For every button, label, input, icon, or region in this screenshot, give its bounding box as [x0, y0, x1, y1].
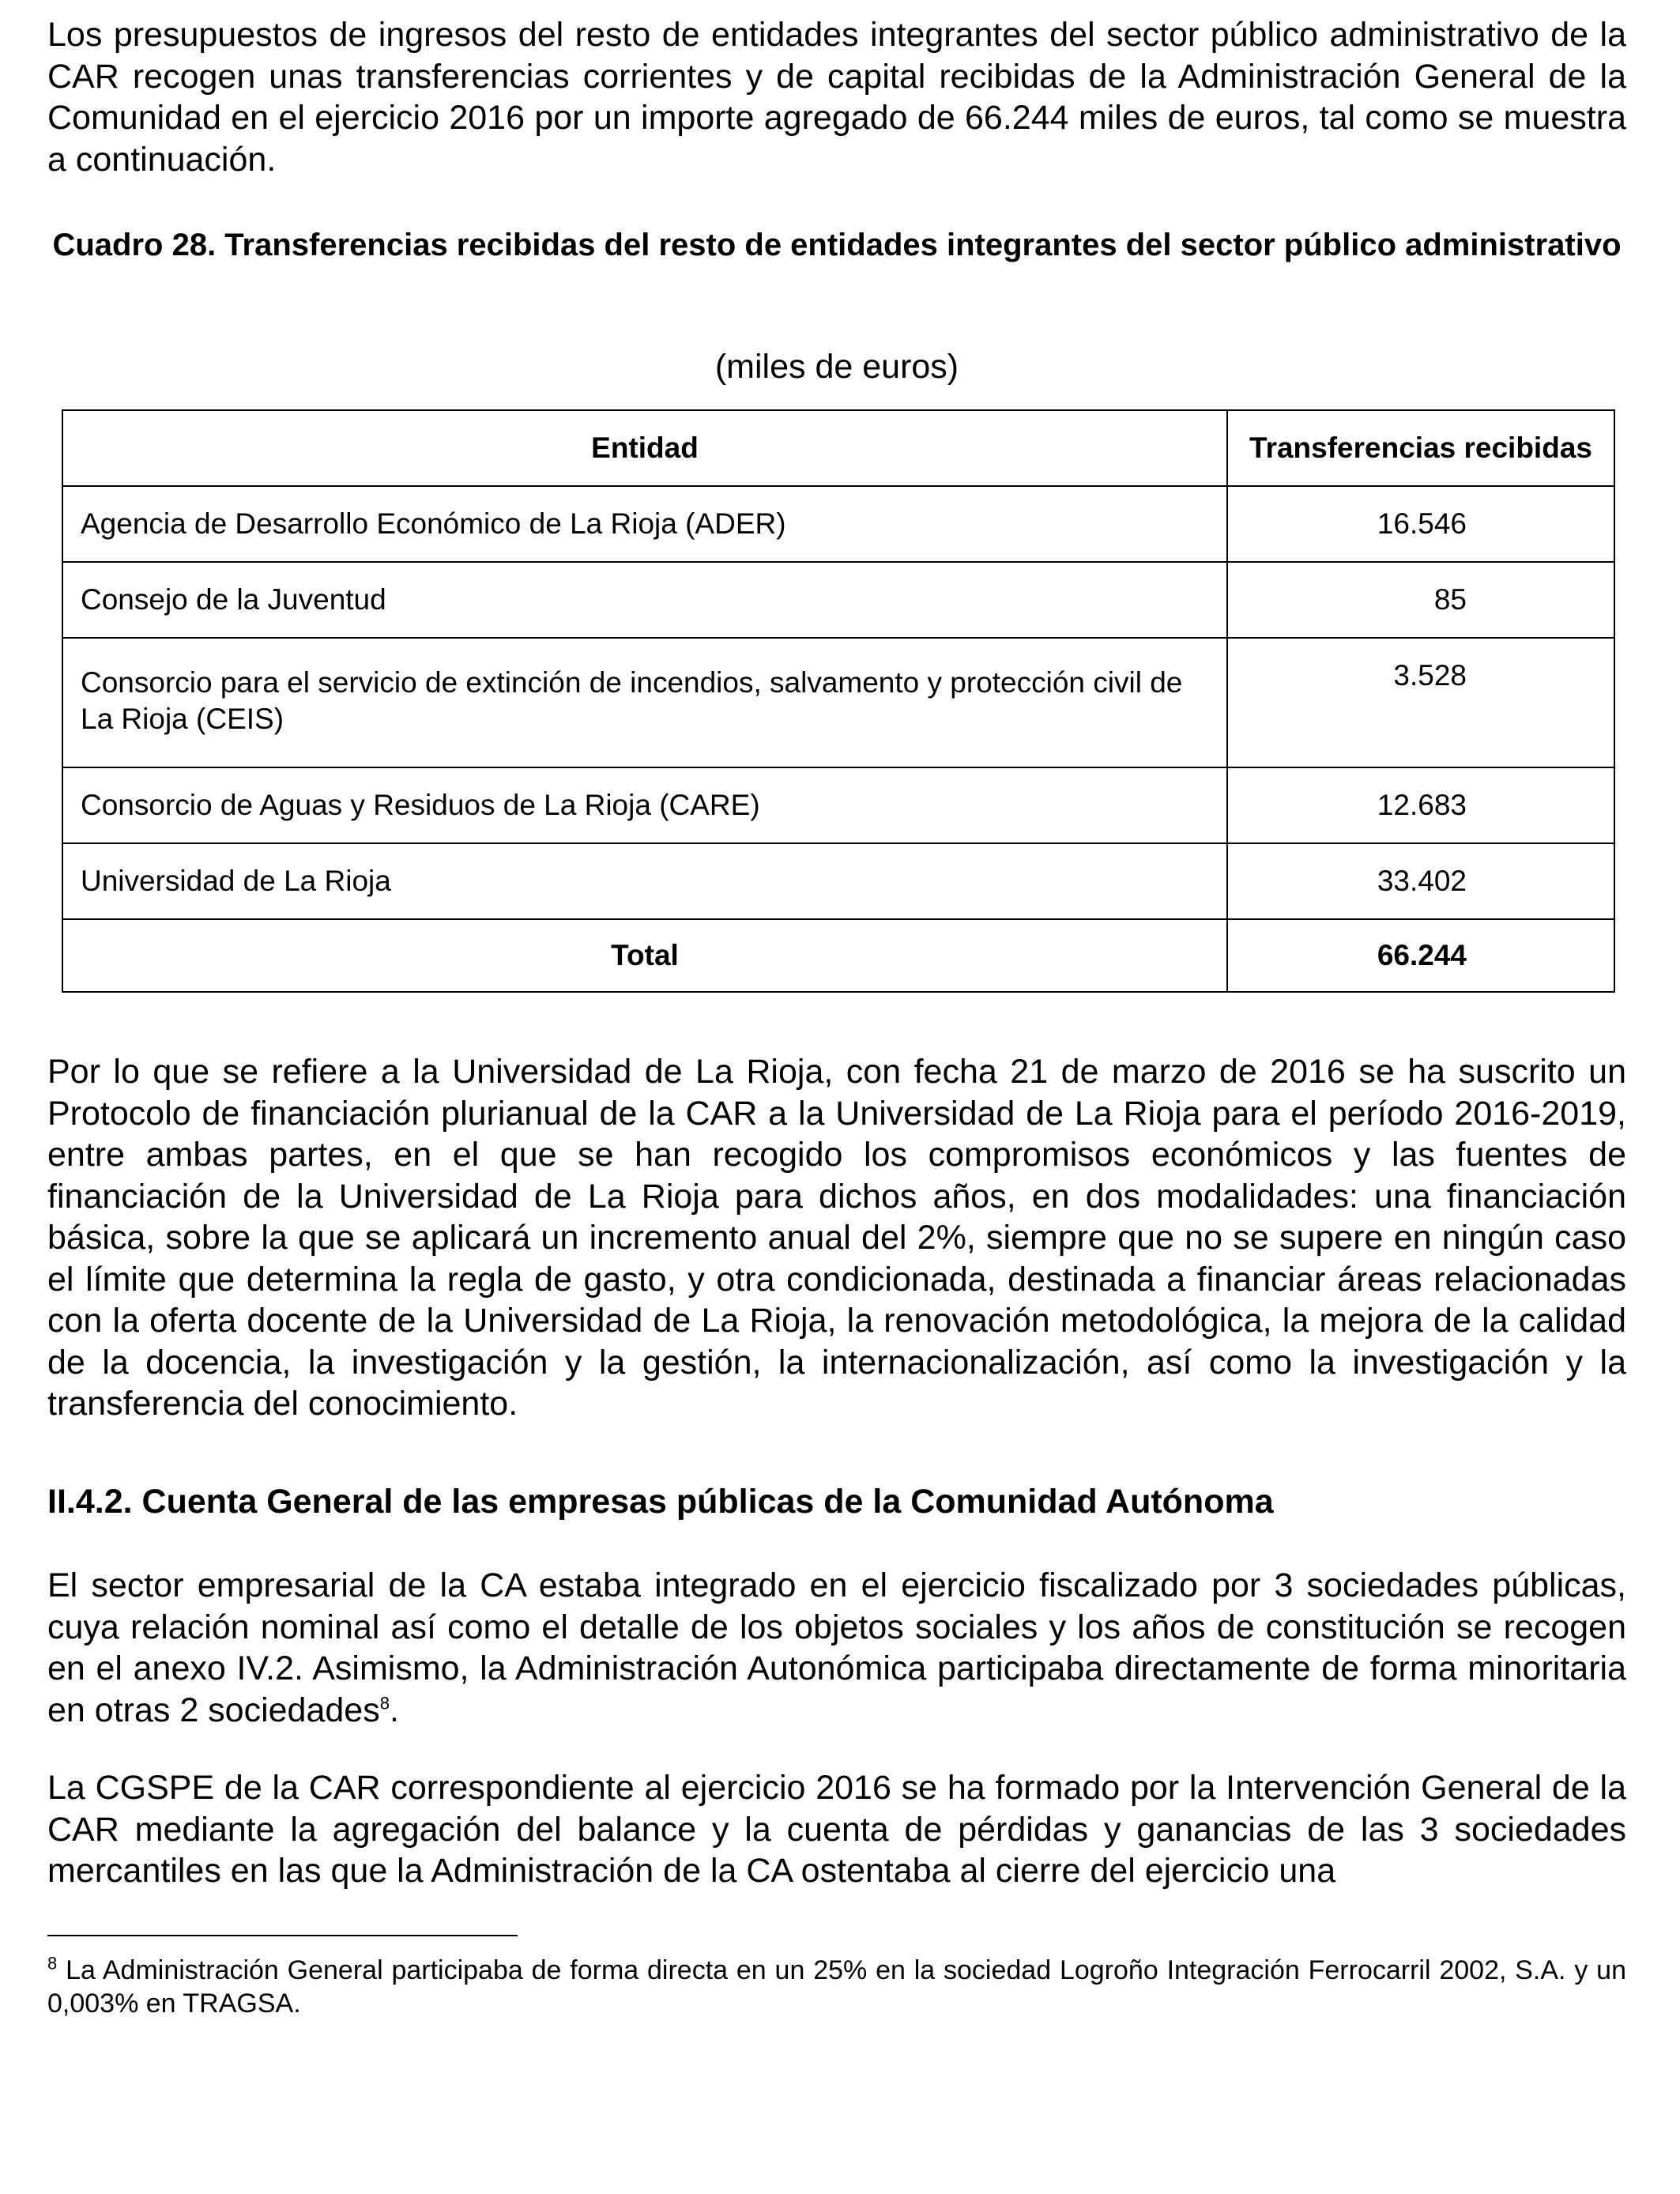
entity-cell: Consorcio de Aguas y Residuos de La Rioja (CARE)	[62, 767, 1227, 843]
section-heading: II.4.2. Cuenta General de las empresas públicas de la Comunidad Autónoma	[47, 1483, 1274, 1521]
transfers-table	[62, 409, 1615, 993]
value-cell: 16.546	[1227, 486, 1614, 562]
table-total-row	[62, 919, 1614, 992]
value-cell: 85	[1227, 562, 1614, 638]
paragraph-university: Por lo que se refiere a la Universidad de La Rioja, con fecha 21 de marzo de 2016 se ha suscrito un Protocolo de financiación plurianual de la CAR a la Universidad de La Rioja para el período 2016-2019, entre ambas partes, en el que se han recogido los compromisos económicos y las fuentes de financiación de la Universidad de La Rioja para dichos años, en dos modalidades: una financiación básica, sobre la que se aplicará un incremento anual del 2%, siempre que no se supere en ningún caso el límite que determina la regla de gasto, y otra condicionada, destinada a financiar áreas relacionadas con la oferta docente de la Universidad de La Rioja, la renovación metodológica, la mejora de la calidad de la docencia, la investigación y la gestión, la internacionalización, así como la investigación y la transferencia del conocimiento.	[47, 1053, 1626, 1423]
value-cell: 33.402	[1227, 843, 1614, 919]
footnote-divider	[47, 1935, 518, 1936]
paragraph-text: El sector empresarial de la CA estaba integrado en el ejercicio fiscalizado por 3 sociedades públicas, cuya relación nominal así como el detalle de los objetos sociales y los años de constitución se recogen en el anexo IV.2. Asimismo, la Administración Autonómica participaba directamente de forma minoritaria en otras 2 sociedades	[47, 1566, 1626, 1729]
total-value: 66.244	[1227, 919, 1614, 992]
table-caption: Cuadro 28. Transferencias recibidas del resto de entidades integrantes del sector público administrativo	[52, 228, 1622, 262]
header-entity: Entidad	[62, 410, 1227, 486]
footnote-reference[interactable]: 8	[379, 1693, 390, 1713]
entity-cell: Universidad de La Rioja	[62, 843, 1227, 919]
footnote-number: 8	[47, 1953, 58, 1973]
table-row	[62, 843, 1614, 919]
value-cell: 12.683	[1227, 767, 1614, 843]
table-row	[62, 486, 1614, 562]
total-label: Total	[62, 919, 1227, 992]
paragraph-cgspe: La CGSPE de la CAR correspondiente al ejercicio 2016 se ha formado por la Intervención General de la CAR mediante la agregación del balance y la cuenta de pérdidas y ganancias de las 3 sociedades mercantiles en las que la Administración de la CA ostentaba al cierre del ejercicio una	[47, 1769, 1626, 1890]
footnote	[47, 1954, 1626, 2020]
paragraph-end: .	[389, 1691, 399, 1729]
header-transfers: Transferencias recibidas	[1227, 410, 1614, 486]
entity-cell: Consorcio para el servicio de extinción de incendios, salvamento y protección civil de La Rioja (CEIS)	[62, 638, 1227, 767]
table-header-row	[62, 410, 1614, 486]
paragraph-intro: Los presupuestos de ingresos del resto de entidades integrantes del sector público administrativo de la CAR recogen unas transferencias corrientes y de capital recibidas de la Administración General de la Comunidad en el ejercicio 2016 por un importe agregado de 66.244 miles de euros, tal como se muestra a continuación.	[47, 16, 1626, 179]
table-row	[62, 767, 1614, 843]
entity-cell: Consejo de la Juventud	[62, 562, 1227, 638]
table-row	[62, 562, 1614, 638]
footnote-text: La Administración General participaba de forma directa en un 25% en la sociedad Logroño Integración Ferrocarril 2002, S.A. y un 0,003% en TRAGSA.	[47, 1955, 1626, 2019]
entity-cell: Agencia de Desarrollo Económico de La Rioja (ADER)	[62, 486, 1227, 562]
value-cell: 3.528	[1227, 638, 1614, 767]
table-row	[62, 638, 1614, 767]
paragraph-business-sector	[47, 1565, 1626, 1731]
table-unit: (miles de euros)	[714, 348, 959, 386]
